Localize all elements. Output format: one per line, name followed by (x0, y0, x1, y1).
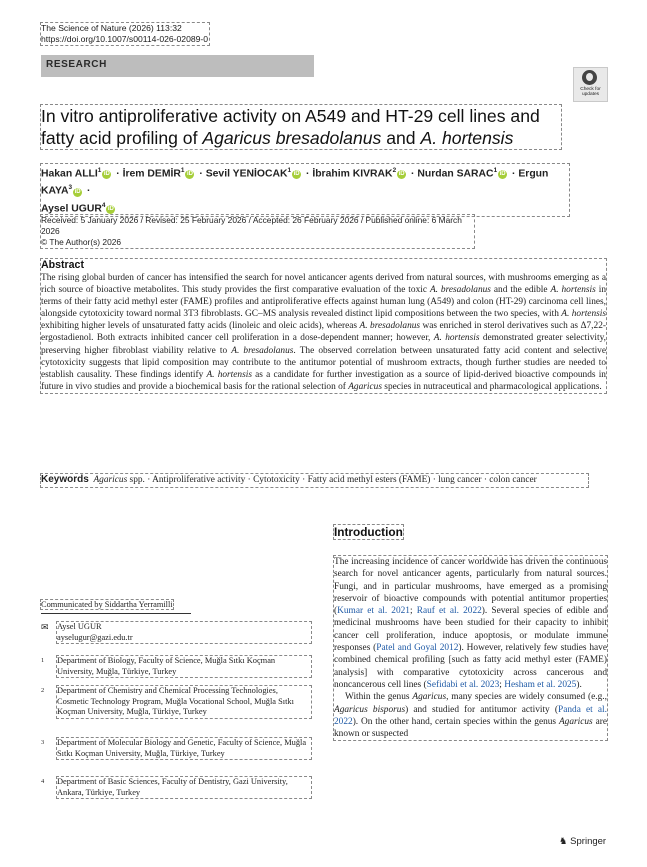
author-affil-mark: 1 (180, 167, 185, 174)
publisher-name: Springer (570, 836, 607, 847)
intro-paragraph-1: The increasing incidence of cancer worldwide has driven the continuous search for novel anticancer agents, particularly from natural sources. Fungi, and in particular mushrooms, have emerged as a promising reservoir of bioactive compounds with potential antitumor properties (Kumar et al. 2021; Rauf et al. 2022). Several species of edible and medicinal mushrooms have been studied for their capacity to inhibit cancer cell proliferation, induce apoptosis, or modulate immune responses (Patel and Goyal 2012). However, relatively few studies have combined chemical profiling [such as fatty acid methyl ester (FAME) analysis] with comparative cytotoxicity across cancerous and noncancerous cell lines (Sefidabi et al. 2023; Hesham et al. 2025). (334, 557, 608, 690)
keyword-list: · Antiproliferative activity · Cytotoxicity · Fatty acid methyl esters (FAME) · lung cancer · colon cancer (144, 475, 537, 485)
footnote-divider (41, 613, 191, 614)
author-name[interactable]: Hakan ALLI (41, 168, 98, 180)
introduction-heading: Introduction (334, 525, 403, 539)
intro-paragraph-2: Within the genus Agaricus, many species are widely consumed (e.g., Agaricus bisporus) and studied for antitumor activity (Panda et al. 2022). On the other hand, certain species within the genus Agaricus are known or suspected (334, 692, 607, 740)
affiliation-text: Department of Chemistry and Chemical Processing Technologies, Cosmetic Technology Program, Muğla Vocational School, Muğla Sıtkı Koçman University, Muğla, Türkiye, Turkey (57, 686, 311, 718)
author-name[interactable]: Aysel UGUR (41, 203, 102, 215)
citation-link[interactable]: Sefidabi et al. 2023 (426, 679, 500, 690)
corresponding-name: Aysel UGUR (57, 622, 102, 631)
affiliation-text: Department of Basic Sciences, Faculty of Dentistry, Gazi University, Ankara, Türkiye, Turkey (57, 777, 311, 798)
orcid-icon[interactable]: iD (107, 206, 114, 213)
article-title (41, 105, 561, 149)
affiliation-mark: 2 (41, 687, 45, 694)
abstract-heading: Abstract (41, 259, 84, 271)
citation-link[interactable]: Kumar et al. 2021 (337, 606, 410, 617)
orcid-icon[interactable]: iD (103, 171, 110, 178)
journal-info (41, 23, 209, 45)
citation-link[interactable]: Patel and Goyal 2012 (376, 643, 459, 654)
author-affil-mark: 1 (493, 167, 498, 174)
orcid-icon[interactable]: iD (293, 171, 300, 178)
affiliation-4 (41, 777, 311, 798)
check-updates-label: Check for updates (580, 87, 601, 98)
springer-horse-icon: ♞ (559, 836, 568, 847)
corresponding-author (41, 622, 311, 643)
corresponding-email[interactable]: ayselugur@gazi.edu.tr (57, 632, 133, 642)
author-name[interactable]: Nurdan SARAC (417, 168, 494, 180)
abstract-section (41, 259, 606, 393)
journal-citation: The Science of Nature (2026) 113:32 (41, 23, 182, 33)
title-species-2: A. hortensis (420, 128, 514, 148)
orcid-icon[interactable]: iD (499, 171, 506, 178)
affiliation-text: Department of Molecular Biology and Genetic, Faculty of Science, Muğla Sıtkı Koçman University, Muğla, Türkiye, Turkey (57, 738, 311, 759)
affiliation-mark: 1 (41, 657, 45, 664)
affiliation-2 (41, 686, 311, 718)
affiliation-text: Department of Biology, Faculty of Science, Muğla Sıtkı Koçman University, Muğla, Türkiye, Turkey (57, 656, 311, 677)
title-text: In vitro antiproliferative activity on A549 and HT-29 cell lines and fatty acid profiling of (41, 106, 540, 148)
affiliation-3 (41, 738, 311, 759)
orcid-icon[interactable]: iD (398, 171, 405, 178)
publication-dates (41, 215, 474, 248)
author-affil-mark: 1 (287, 167, 292, 174)
author-affil-mark: 1 (97, 167, 102, 174)
communicated-by: Communicated by Siddartha Yerramilli (41, 600, 173, 609)
article-type-label: RESEARCH (46, 59, 107, 70)
author-list: Hakan $ALLI^1iD$ · İrem $DEMİR^1iD$ · Sevil $YENİOCAK^1iD$ · İbrahim $KIVRAK^2iD$ · Nurdan $SARAC^1iD$ · Ergun $KAYA^3iD$ · Aysel UGUR$^4$iD (41, 164, 569, 216)
author-name[interactable]: İbrahim KIVRAK (312, 168, 393, 180)
citation-link[interactable]: Panda et al. 2022 (334, 704, 607, 727)
orcid-icon[interactable]: iD (74, 188, 81, 195)
keyword-text: spp. (127, 475, 145, 485)
orcid-icon[interactable]: iD (186, 171, 193, 178)
author-affil-mark: 3 (68, 184, 73, 192)
introduction-text (334, 556, 607, 740)
keywords-label: Keywords (41, 474, 89, 485)
doi-link[interactable]: https://doi.org/10.1007/s00114-026-02089-0 (41, 34, 209, 44)
history-dates: Received: 5 January 2026 / Revised: 25 February 2026 / Accepted: 26 February 2026 / Published online: 6 March 2026 (41, 215, 462, 236)
affiliation-mark: 4 (41, 778, 45, 785)
abstract-text: The rising global burden of cancer has intensified the search for novel anticancer agents derived from natural sources, with mushrooms emerging as a rich source of bioactive metabolites. This study provides the first comparative evaluation of the toxic A. bresadolanus and the edible A. hortensis in terms of their fatty acid methyl ester (FAME) profiles and antiproliferative effects against human lung (A549) and colon (HT-29) carcinoma cell lines, alongside cytotoxicity toward normal 3T3 fibroblasts. GC–MS analysis revealed distinct lipid compositions between the two species, with A. hortensis exhibiting higher levels of unsaturated fatty acids (linoleic and oleic acids), whereas A. bresadolanus was enriched in sterol derivatives such as Δ7,22-ergostadienol. Both extracts inhibited cancer cell proliferation in a dose-dependent manner; however, A. hortensis demonstrated greater selectivity, preserving higher fibroblast viability relative to A. bresadolanus. The observed correlation between unsaturated fatty acid content and selective cytotoxicity suggests that lipid composition may contribute to the antitumor potential of mushroom extracts, though further studies are needed to establish causality. These findings identify A. hortensis as a candidate for further investigation as a source of lipid-derived bioactive compounds in future in vivo studies and provide a biochemical basis for the rational selection of Agaricus species in nutraceutical and pharmacological applications. (41, 273, 607, 392)
affiliation-1 (41, 656, 311, 677)
envelope-icon: ✉ (41, 622, 49, 632)
author-affil-mark: 2 (392, 167, 397, 174)
keywords-section (41, 474, 588, 487)
author-affil-mark: 4 (101, 201, 106, 209)
check-for-updates-badge[interactable] (573, 67, 608, 102)
title-conjunction: and (381, 128, 421, 148)
keyword-italic: Agaricus (93, 475, 128, 485)
title-species-1: Agaricus bresadolanus (202, 128, 382, 148)
check-updates-icon (582, 70, 597, 85)
affiliation-mark: 3 (41, 739, 45, 746)
copyright-line: © The Author(s) 2026 (41, 237, 122, 247)
author-name[interactable]: Ergun KAYA (41, 168, 549, 197)
publisher-logo (559, 836, 606, 847)
author-name[interactable]: İrem DEMİR (122, 168, 181, 180)
citation-link[interactable]: Hesham et al. 2025 (504, 679, 577, 690)
author-name[interactable]: Sevil YENİOCAK (205, 168, 288, 180)
citation-link[interactable]: Rauf et al. 2022 (416, 606, 482, 617)
